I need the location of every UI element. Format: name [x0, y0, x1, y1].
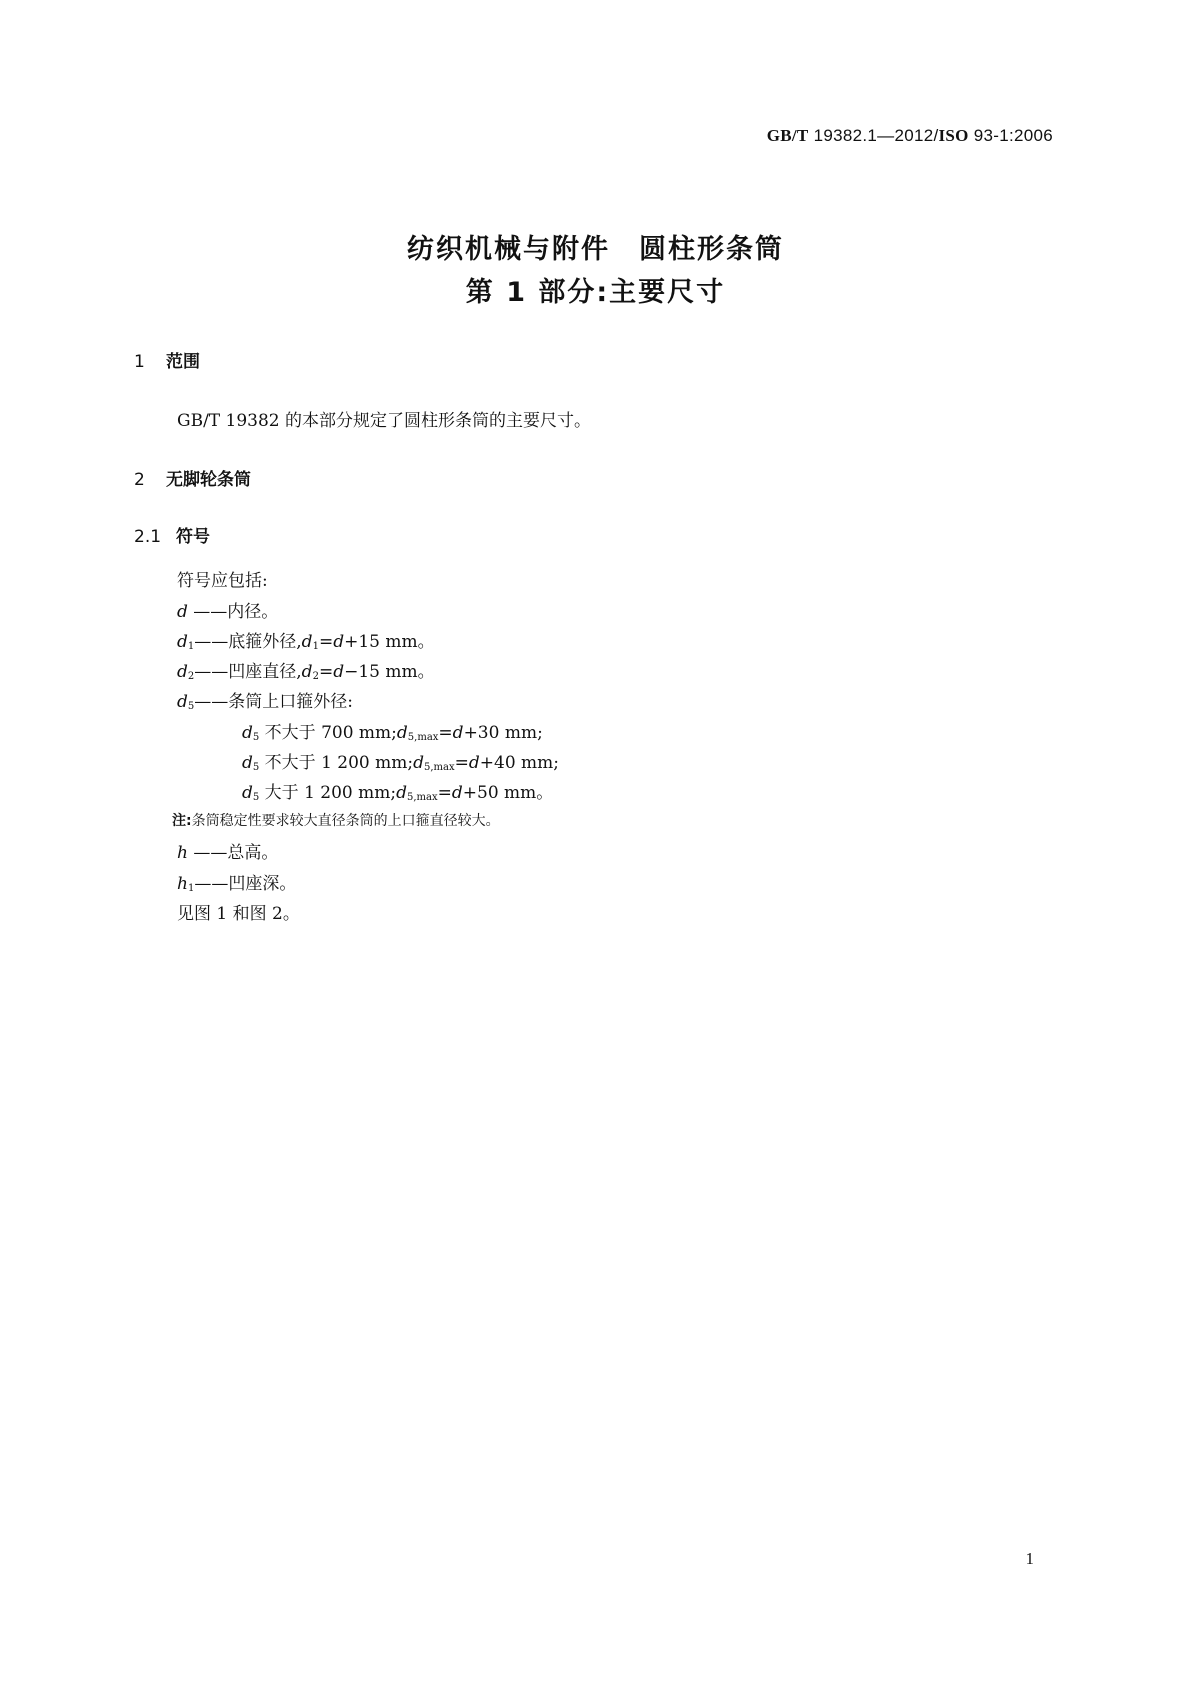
section-1-text: GB/T 19382 的本部分规定了圆柱形条筒的主要尺寸。 [177, 411, 592, 431]
title-line-1: 纺织机械与附件 圆柱形条筒 [407, 234, 784, 265]
header-iso-code: 93-1:2006 [968, 126, 1053, 145]
section-2-1-title: 符号 [176, 527, 210, 547]
section-2-number: 2 [134, 470, 145, 490]
symbols-intro: 符号应包括: [177, 571, 268, 591]
symbol-d1: $d_1——$底箍外径$,d_1=d+15$ mm。 [177, 632, 435, 652]
note [172, 810, 500, 830]
document-title [0, 228, 1191, 314]
symbol-h: h ——总高。 [177, 843, 279, 863]
see-figures: 见图 1 和图 2。 [177, 904, 300, 924]
header-prefix: GB/T [766, 126, 809, 145]
standard-code-header [767, 126, 1053, 146]
title-line-2: 第 1 部分:主要尺寸 [465, 277, 726, 308]
section-1-number: 1 [134, 352, 145, 372]
symbol-d5: $d_5——$条筒上口箍外径: [177, 692, 353, 712]
symbol-d5-case-a: $d_5$ 不大于 700 $mm;d_{5,max}=d+30$ mm; [242, 723, 543, 743]
symbol-h1: $h_1——$凹座深。 [177, 874, 297, 894]
header-iso: ISO [938, 126, 969, 145]
section-2-1-heading [134, 522, 210, 547]
page-number: 1 [1025, 1549, 1034, 1568]
section-2-1-number: 2.1 [134, 527, 162, 547]
symbol-d2: $d_2——$凹座直径$,d_2=d-15$ mm。 [177, 662, 435, 682]
section-2-heading [134, 465, 251, 490]
symbol-d5-case-c: $d_5$ 大于 1 200 $mm;d_{5,max}=d+50$ mm。 [242, 783, 554, 803]
symbol-d: d ——内径。 [177, 602, 279, 622]
section-2-title: 无脚轮条筒 [166, 470, 251, 490]
symbol-d5-case-b: $d_5$ 不大于 1 200 $mm;d_{5,max}=d+40$ mm; [242, 753, 560, 773]
section-1-heading [134, 347, 200, 372]
header-code: 19382.1—2012/ [808, 126, 939, 145]
note-label: 注: [172, 813, 192, 829]
section-1-title: 范围 [166, 352, 200, 372]
note-text: 条筒稳定性要求较大直径条筒的上口箍直径较大。 [191, 813, 500, 829]
